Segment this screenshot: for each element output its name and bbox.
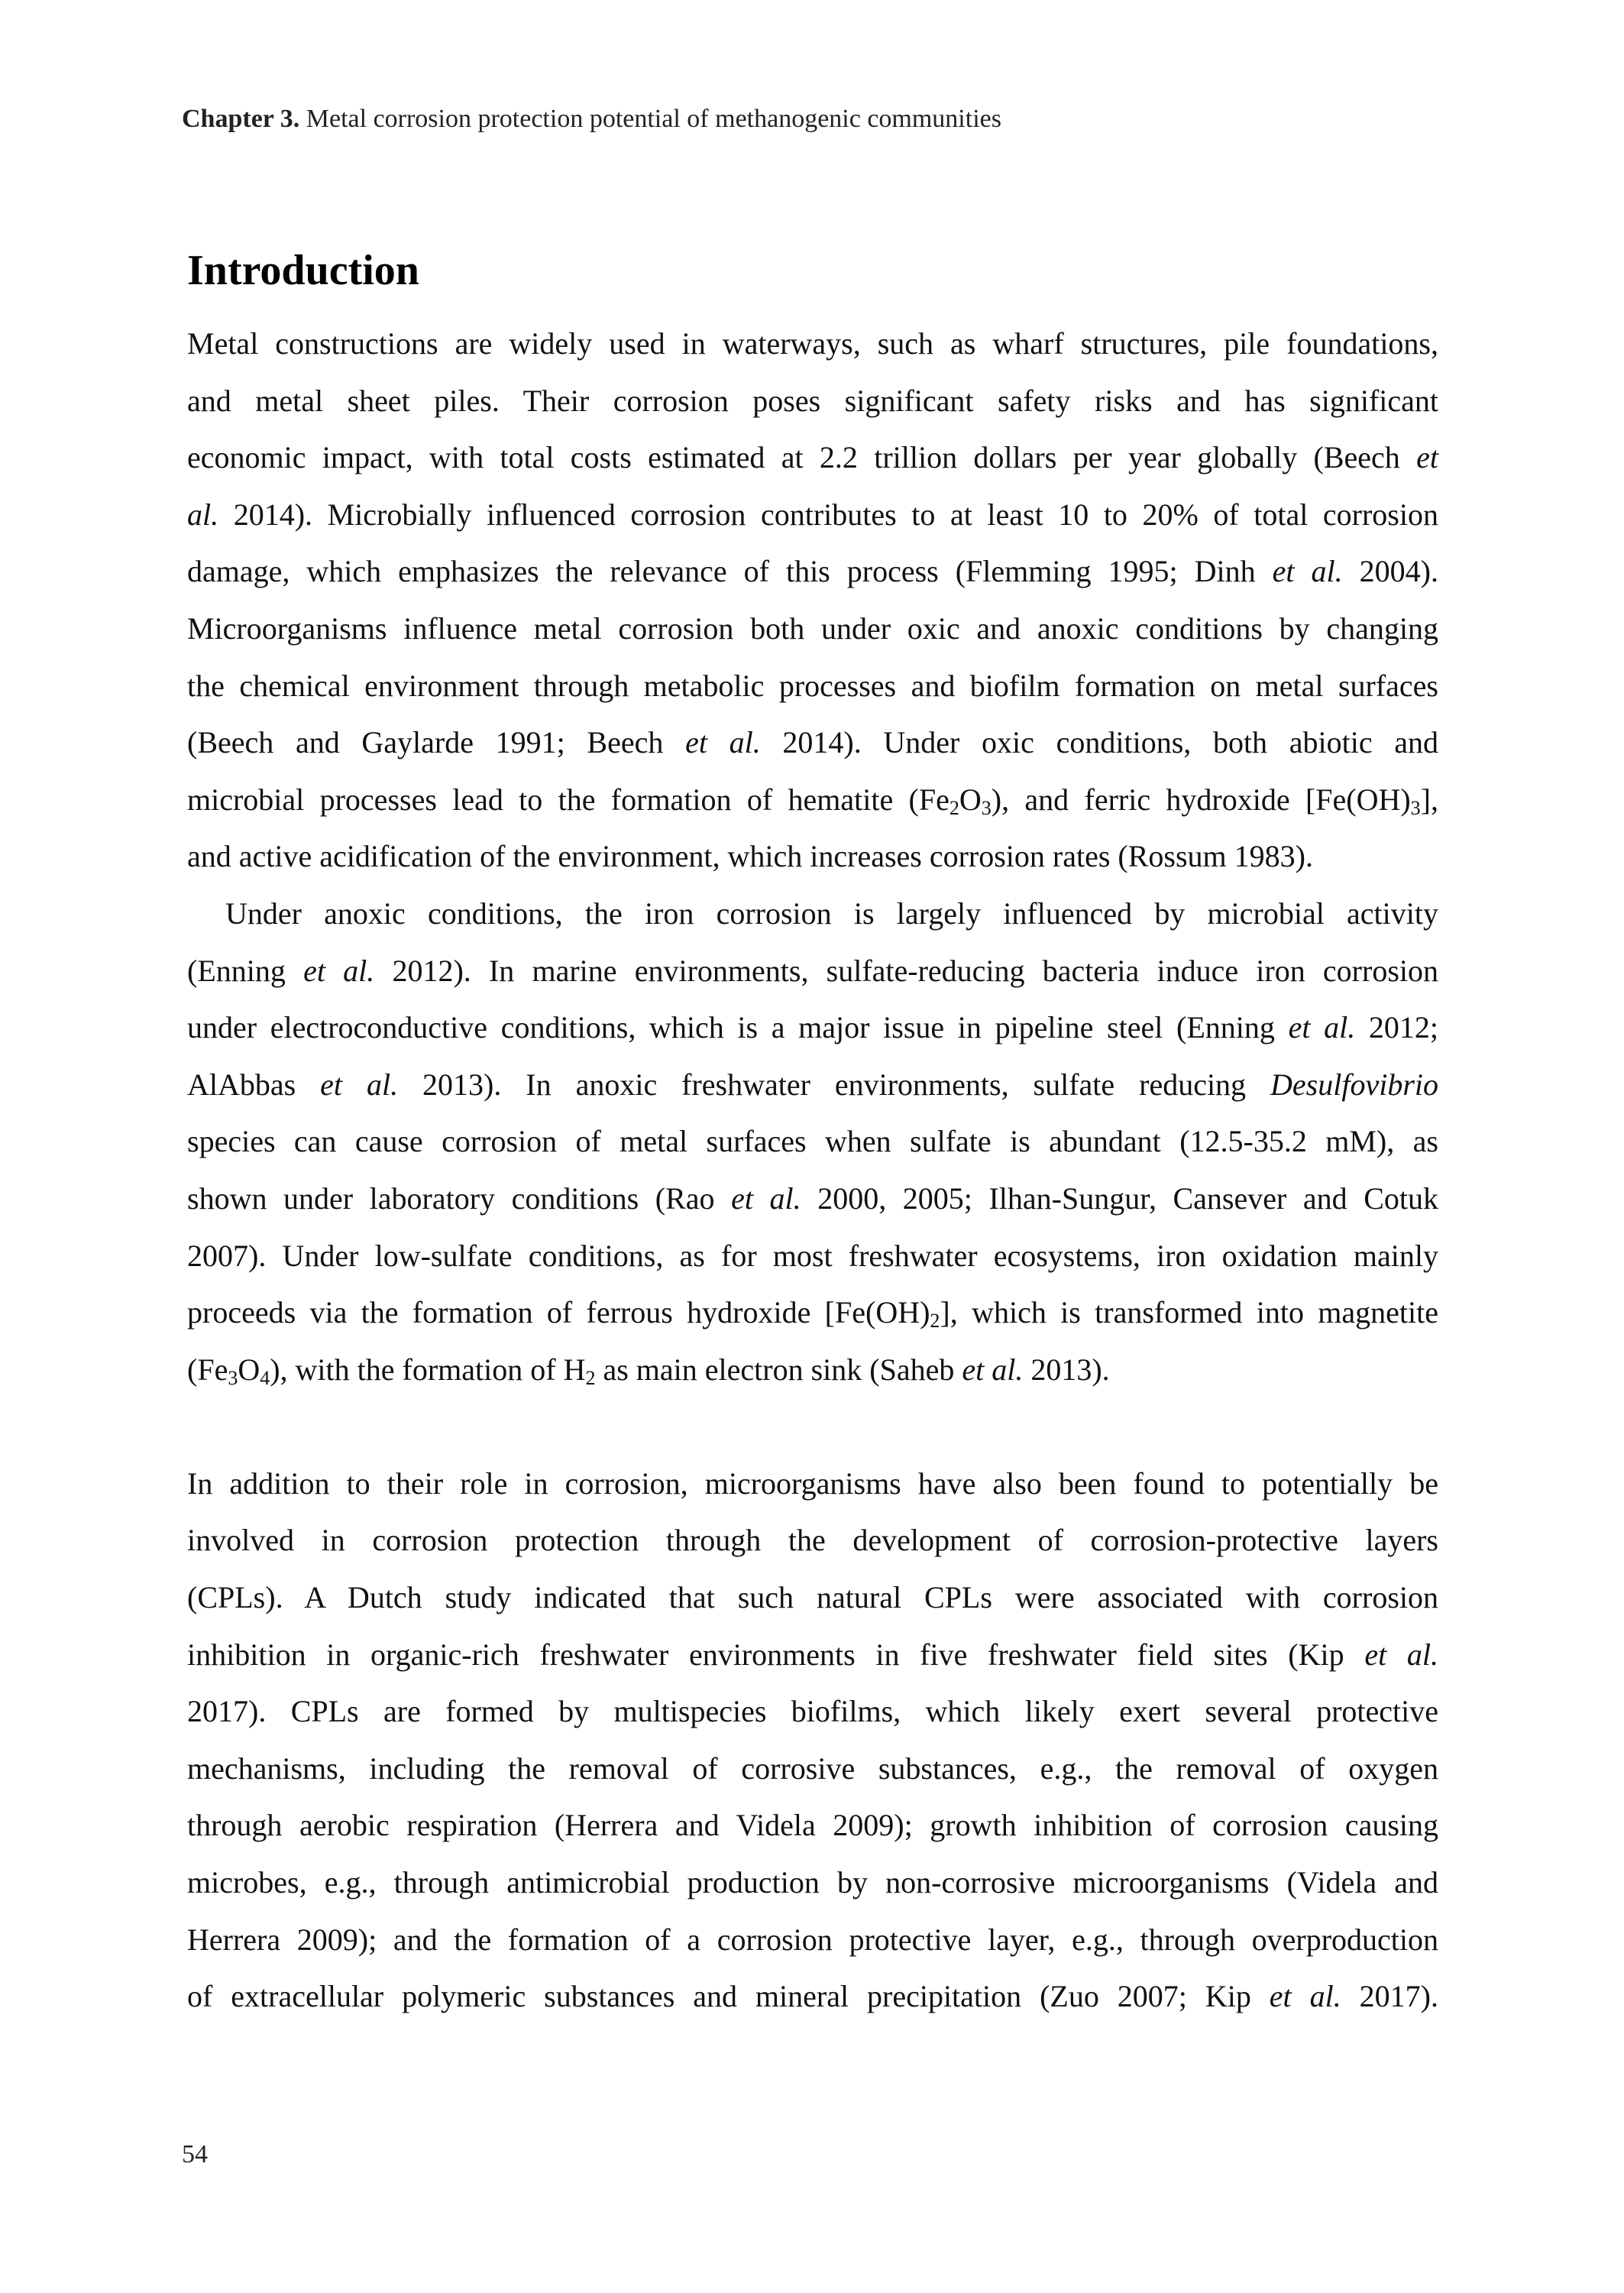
text-line xyxy=(187,1179,1438,1236)
text-run: ], which is transformed into magnetite xyxy=(940,1295,1438,1330)
subscript: 3 xyxy=(228,1366,238,1389)
text-line xyxy=(187,666,1438,724)
text-run: economic impact, with total costs estimated at 2.2 trillion dollars per year globally (Beech xyxy=(187,440,1417,475)
text-line xyxy=(187,780,1438,837)
running-header xyxy=(182,104,1001,134)
text-run: the chemical environment through metabolic processes and biofilm formation on metal surfaces xyxy=(187,668,1438,703)
text-run: of extracellular polymeric substances and mineral precipitation (Zuo 2007; Kip xyxy=(187,1979,1270,2014)
text-line xyxy=(187,1920,1438,1977)
text-run: 2017). CPLs are formed by multispecies biofilms, which likely exert several protective xyxy=(187,1694,1438,1729)
text-line xyxy=(187,324,1438,381)
text-run: 2004). xyxy=(1342,554,1438,589)
subscript: 3 xyxy=(1410,796,1421,819)
text-run: inhibition in organic-rich freshwater environments in five freshwater field sites (Kip xyxy=(187,1637,1365,1672)
text-run: shown under laboratory conditions (Rao xyxy=(187,1181,732,1216)
text-run: Under anoxic conditions, the iron corrosion is largely influenced by microbial activity xyxy=(225,896,1438,931)
italic-text: et al. xyxy=(1272,554,1343,589)
paragraph-spacer xyxy=(187,1407,1438,1464)
text-run: ), with the formation of H xyxy=(270,1352,586,1387)
subscript: 4 xyxy=(260,1366,270,1389)
text-line xyxy=(187,1521,1438,1578)
text-run: AlAbbas xyxy=(187,1067,321,1102)
text-run: (Fe xyxy=(187,1352,228,1387)
text-line xyxy=(187,1008,1438,1065)
text-line xyxy=(187,381,1438,439)
body-text xyxy=(187,324,1438,2034)
section-title: Introduction xyxy=(187,247,419,294)
text-line xyxy=(187,1236,1438,1294)
text-line xyxy=(187,1293,1438,1350)
text-line xyxy=(187,1122,1438,1179)
text-run: 2012). In marine environments, sulfate-reducing bacteria induce iron corrosion xyxy=(374,953,1438,988)
text-run: as main electron sink (Saheb xyxy=(595,1352,962,1387)
text-run: (Beech and Gaylarde 1991; Beech xyxy=(187,725,686,760)
italic-text: et xyxy=(1416,440,1438,475)
text-run: involved in corrosion protection through the development of corrosion-protective layers xyxy=(187,1523,1438,1558)
text-run: through aerobic respiration (Herrera and Videla 2009); growth inhibition of corrosion causing xyxy=(187,1808,1438,1843)
text-line xyxy=(187,1749,1438,1806)
text-run: 2000, 2005; Ilhan-Sungur, Cansever and Cotuk xyxy=(801,1181,1438,1216)
text-run: damage, which emphasizes the relevance of this process (Flemming 1995; Dinh xyxy=(187,554,1273,589)
text-run: Herrera 2009); and the formation of a corrosion protective layer, e.g., through overproduction xyxy=(187,1922,1438,1957)
italic-text: et al. xyxy=(303,953,375,988)
paragraph xyxy=(187,324,1438,894)
italic-text: et al. xyxy=(685,725,761,760)
text-line xyxy=(187,723,1438,780)
subscript: 2 xyxy=(930,1310,940,1333)
text-line xyxy=(187,552,1438,609)
text-line xyxy=(187,1806,1438,1863)
text-line xyxy=(187,609,1438,666)
paragraph xyxy=(187,1464,1438,2034)
paragraph xyxy=(187,894,1438,1407)
page-number: 54 xyxy=(182,2140,208,2168)
text-run: 2014). Microbially influenced corrosion contributes to at least 10 to 20% of total corrosion xyxy=(218,497,1438,532)
text-run: 2013). In anoxic freshwater environments, sulfate reducing xyxy=(398,1067,1271,1102)
italic-text: et al. xyxy=(320,1067,399,1102)
text-run: 2014). Under oxic conditions, both abiotic and xyxy=(760,725,1439,760)
text-run: species can cause corrosion of metal surfaces when sulfate is abundant (12.5-35.2 mM), as xyxy=(187,1124,1438,1159)
text-run: 2012; xyxy=(1355,1010,1438,1045)
text-run: microbes, e.g., through antimicrobial production by non-corrosive microorganisms (Videla and xyxy=(187,1865,1438,1900)
text-line xyxy=(187,894,1438,951)
text-run: and metal sheet piles. Their corrosion poses significant safety risks and has significant xyxy=(187,383,1438,418)
text-run: and active acidification of the environment, which increases corrosion rates (Rossum 1983). xyxy=(187,839,1313,874)
subscript: 3 xyxy=(981,796,992,819)
text-line xyxy=(187,951,1438,1009)
text-run: 2007). Under low-sulfate conditions, as for most freshwater ecosystems, iron oxidation mainly xyxy=(187,1238,1438,1273)
text-line xyxy=(187,1065,1438,1122)
italic-text: Desulfovibrio xyxy=(1270,1067,1438,1102)
subscript: 2 xyxy=(585,1366,596,1389)
text-line xyxy=(187,1578,1438,1635)
text-run: under electroconductive conditions, which is a major issue in pipeline steel (Enning xyxy=(187,1010,1289,1045)
text-run: proceeds via the formation of ferrous hydroxide [Fe(OH) xyxy=(187,1295,930,1330)
text-line xyxy=(187,1350,1438,1407)
text-run: mechanisms, including the removal of corrosive substances, e.g., the removal of oxygen xyxy=(187,1751,1438,1786)
text-line xyxy=(187,1692,1438,1749)
italic-text: al. xyxy=(187,497,219,532)
text-line xyxy=(187,1863,1438,1920)
text-run: O xyxy=(959,782,982,817)
text-run: In addition to their role in corrosion, microorganisms have also been found to potentially be xyxy=(187,1466,1438,1501)
italic-text: et al. xyxy=(1288,1010,1356,1045)
text-line xyxy=(187,1464,1438,1521)
text-run: Metal constructions are widely used in waterways, such as wharf structures, pile foundations, xyxy=(187,326,1438,361)
text-line xyxy=(187,1977,1438,2034)
italic-text: et al. xyxy=(731,1181,801,1216)
text-line xyxy=(187,438,1438,495)
text-run: (Enning xyxy=(187,953,304,988)
text-run: Microorganisms influence metal corrosion both under oxic and anoxic conditions by changing xyxy=(187,610,1438,646)
text-line xyxy=(187,837,1438,894)
italic-text: et al. xyxy=(1364,1637,1438,1672)
text-run: 2017). xyxy=(1341,1979,1438,2014)
text-run: (CPLs). A Dutch study indicated that such natural CPLs were associated with corrosion xyxy=(187,1580,1438,1615)
text-line xyxy=(187,495,1438,552)
text-run: ), and ferric hydroxide [Fe(OH) xyxy=(991,782,1411,817)
chapter-title: Metal corrosion protection potential of methanogenic communities xyxy=(306,105,1001,133)
italic-text: et al. xyxy=(962,1352,1024,1387)
subscript: 2 xyxy=(949,796,959,819)
text-run: ], xyxy=(1420,782,1438,817)
text-run: O xyxy=(238,1352,260,1387)
text-run: microbial processes lead to the formation of hematite (Fe xyxy=(187,782,949,817)
chapter-number: Chapter 3. xyxy=(182,105,300,133)
italic-text: et al. xyxy=(1269,1979,1341,2014)
text-run: 2013). xyxy=(1023,1352,1110,1387)
text-line xyxy=(187,1635,1438,1692)
